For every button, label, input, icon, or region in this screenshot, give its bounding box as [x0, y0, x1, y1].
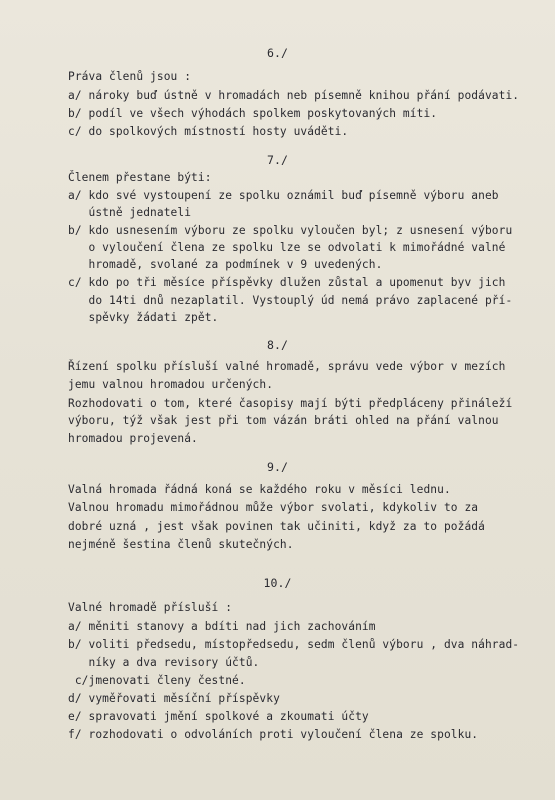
- text-line: výboru, týž však jest při tom vázán bráti ohled na přání valnou: [68, 414, 499, 427]
- text-line: b/ podíl ve všech výhodách spolkem poskytovaných míti.: [68, 107, 438, 120]
- section-number: 7./: [266, 153, 289, 167]
- section-number: 8./: [266, 338, 289, 352]
- text-line: c/jmenovati členy čestné.: [68, 674, 246, 687]
- text-line: do 14ti dnů nezaplatil. Vystouplý úd nemá právo zaplacené pří-: [68, 294, 513, 307]
- text-line: o vyloučení člena ze spolku lze se odvolati k mimořádné valné: [68, 241, 506, 254]
- section-number: 6./: [266, 46, 289, 60]
- text-line: Členem přestane býti:: [68, 171, 212, 184]
- text-line: Rozhodovati o tom, které časopisy mají býti předpláceny přináleží: [68, 397, 513, 410]
- text-line: ústně jednateli: [68, 206, 192, 219]
- text-line: c/ do spolkových místností hosty uváděti.: [68, 125, 349, 138]
- section-number: 9./: [266, 460, 289, 474]
- text-line: níky a dva revisory účtů.: [68, 656, 260, 669]
- text-line: e/ spravovati jmění spolkové a zkoumati účty: [68, 710, 369, 723]
- text-line: a/ měniti stanovy a bdíti nad jich zachováním: [68, 620, 376, 633]
- text-line: Valnou hromadu mimořádnou může výbor svolati, kdykoliv to za: [68, 501, 479, 514]
- text-line: c/ kdo po tři měsíce příspěvky dlužen zůstal a upomenut byv jich: [68, 276, 506, 289]
- text-line: Valné hromadě přísluší :: [68, 601, 233, 614]
- text-line: hromadou projevená.: [68, 432, 198, 445]
- text-line: Řízení spolku přísluší valné hromadě, správu vede výbor v mezích: [68, 360, 506, 373]
- text-line: a/ nároky buď ústně v hromadách neb písemně knihou přání podávati.: [68, 89, 520, 102]
- section-number: 10./: [263, 576, 292, 590]
- text-line: d/ vyměřovati měsíční příspěvky: [68, 692, 280, 705]
- text-line: hromadě, svolané za podmínek v 9 uvedených.: [68, 258, 383, 271]
- text-line: b/ kdo usnesením výboru ze spolku vyloučen byl; z usnesení výboru: [68, 224, 513, 237]
- text-line: Práva členů jsou :: [68, 70, 192, 83]
- text-line: f/ rozhodovati o odvoláních proti vyloučení člena ze spolku.: [68, 728, 479, 741]
- text-line: a/ kdo své vystoupení ze spolku oznámil buď písemně výboru aneb: [68, 189, 499, 202]
- text-line: Valná hromada řádná koná se každého roku v měsíci lednu.: [68, 483, 451, 496]
- text-line: spěvky žádati zpět.: [68, 311, 219, 324]
- text-line: dobré uzná , jest však povinen tak učiniti, když za to požádá: [68, 520, 485, 533]
- text-line: jemu valnou hromadou určených.: [68, 378, 274, 391]
- text-line: b/ voliti předsedu, místopředsedu, sedm členů výboru , dva náhrad-: [68, 638, 520, 651]
- text-line: nejméně šestina členů skutečných.: [68, 538, 294, 551]
